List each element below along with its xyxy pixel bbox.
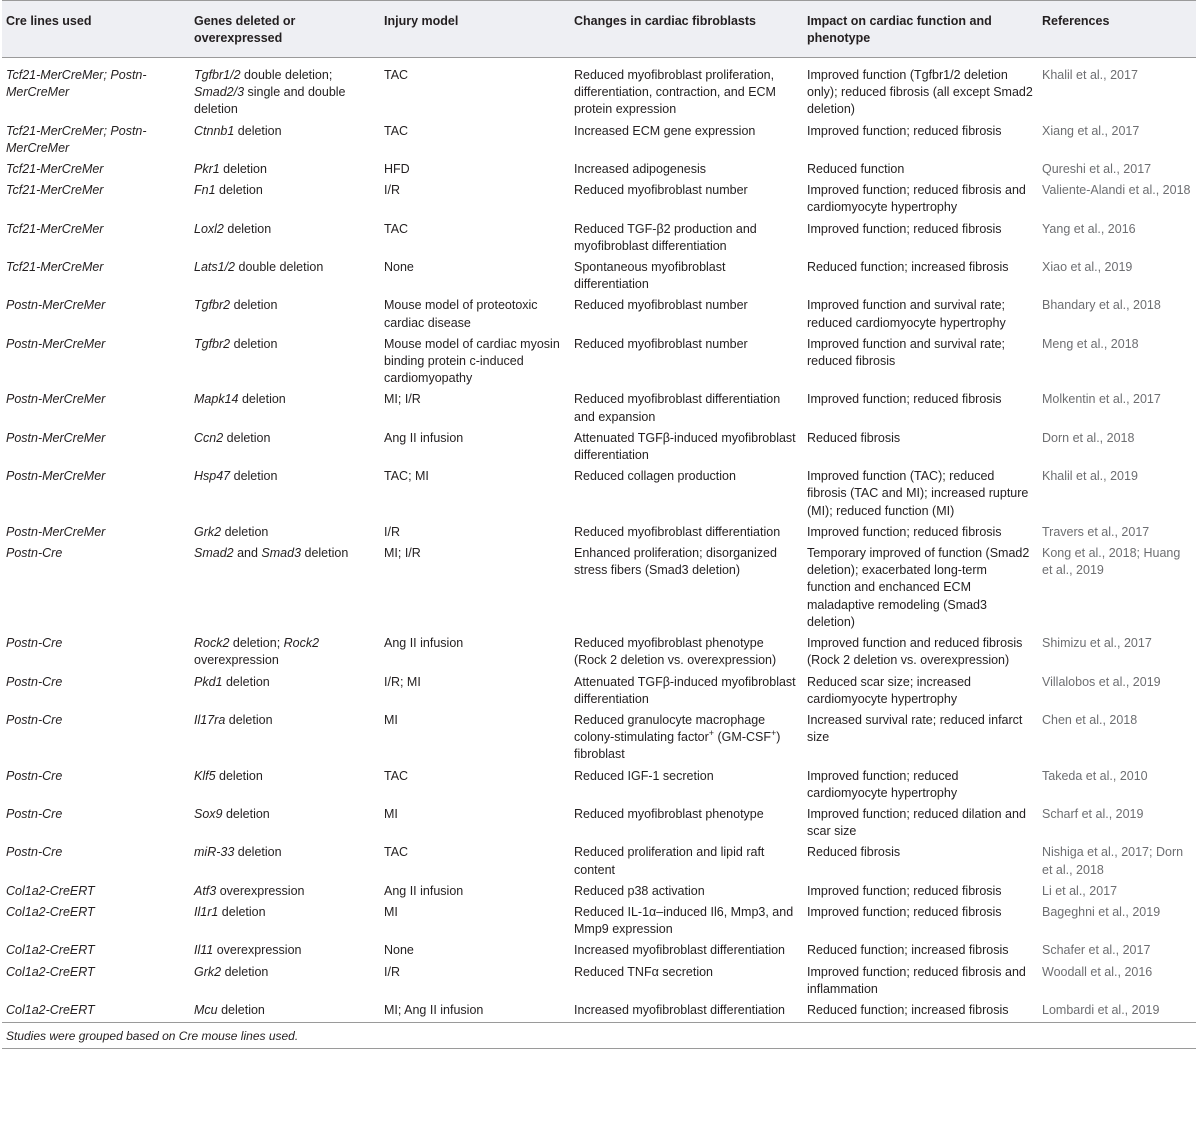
- cell-changes: Reduced p38 activation: [574, 883, 705, 898]
- cell-genes: Mapk14 deletion: [194, 392, 286, 407]
- cell-reference: Molkentin et al., 2017: [1042, 392, 1161, 407]
- cell-impact: Increased survival rate; reduced infarct size: [807, 712, 1023, 745]
- cell-injury-model: I/R: [384, 964, 400, 979]
- cell-changes: Reduced myofibroblast differentiation: [574, 524, 781, 539]
- cell-genes: Tgfbr2 deletion: [194, 336, 278, 351]
- cell-impact: Improved function; reduced fibrosis and inflammation: [807, 964, 1026, 996]
- cell-cre-line: Postn-Cre: [6, 636, 63, 651]
- table-row: [2, 633, 1196, 671]
- cell-reference: Schafer et al., 2017: [1042, 943, 1151, 958]
- table-footnote: Studies were grouped based on Cre mouse lines used.: [6, 1029, 299, 1044]
- cell-impact: Temporary improved of function (Smad2 deletion); exacerbated long-term function and enchanced ECM maladaptive remodeling (Smad3 deletion): [807, 546, 1030, 629]
- cell-cre-line: Postn-MerCreMer: [6, 469, 106, 484]
- cell-reference: Shimizu et al., 2017: [1042, 636, 1152, 651]
- cell-changes: Reduced myofibroblast number: [574, 336, 748, 351]
- cell-impact: Improved function (TAC); reduced fibrosis (TAC and MI); increased rupture (MI); reduced function (MI): [807, 469, 1029, 518]
- cell-cre-line: Postn-MerCreMer: [6, 430, 106, 445]
- cell-genes: Il11 overexpression: [194, 943, 302, 958]
- cell-genes: Rock2 deletion; Rock2 overexpression: [194, 636, 320, 668]
- cell-injury-model: MI: [384, 904, 398, 919]
- table-row: [2, 710, 1196, 766]
- table-row: [2, 543, 1196, 633]
- cell-impact: Reduced fibrosis: [807, 430, 901, 445]
- cell-changes: Enhanced proliferation; disorganized stress fibers (Smad3 deletion): [574, 546, 777, 578]
- header-genes: Genes deleted or overexpressed: [190, 1, 380, 58]
- table-row: [2, 766, 1196, 804]
- cell-impact: Reduced function: [807, 162, 905, 177]
- cell-reference: Meng et al., 2018: [1042, 336, 1139, 351]
- cell-cre-line: Postn-MerCreMer: [6, 298, 106, 313]
- table-row: [2, 219, 1196, 257]
- cell-changes: Reduced myofibroblast number: [574, 183, 748, 198]
- cell-changes: Reduced myofibroblast differentiation and expansion: [574, 392, 781, 424]
- cell-changes: Increased myofibroblast differentiation: [574, 943, 785, 958]
- cell-injury-model: I/R: [384, 524, 400, 539]
- cell-reference: Takeda et al., 2010: [1042, 768, 1148, 783]
- cell-reference: Travers et al., 2017: [1042, 524, 1150, 539]
- cell-reference: Khalil et al., 2019: [1042, 469, 1138, 484]
- cell-injury-model: TAC: [384, 68, 409, 82]
- cell-cre-line: Tcf21-MerCreMer: [6, 221, 104, 236]
- cell-impact: Improved function; reduced fibrosis: [807, 221, 1002, 236]
- cell-cre-line: Postn-Cre: [6, 845, 63, 860]
- cell-changes: Increased myofibroblast differentiation: [570, 1000, 803, 1023]
- cell-injury-model: I/R: [384, 183, 400, 198]
- cell-genes: miR-33 deletion: [194, 845, 282, 860]
- cell-impact: Reduced function; increased fibrosis: [803, 1000, 1038, 1023]
- cell-changes: Reduced myofibroblast phenotype: [574, 806, 764, 821]
- cell-impact: Improved function; reduced dilation and scar size: [807, 806, 1026, 839]
- cell-reference: Li et al., 2017: [1042, 883, 1118, 898]
- cell-cre-line: Col1a2-CreERT: [6, 964, 95, 979]
- cell-reference: Xiao et al., 2019: [1042, 260, 1133, 275]
- cell-cre-line: Postn-MerCreMer: [6, 524, 106, 539]
- cell-cre-line: Col1a2-CreERT: [6, 943, 95, 958]
- cell-injury-model: MI: [384, 806, 398, 821]
- cell-cre-line: Postn-Cre: [6, 768, 63, 783]
- cell-injury-model: HFD: [384, 162, 410, 177]
- cell-injury-model: MI; I/R: [384, 392, 421, 407]
- cell-injury-model: TAC: [384, 845, 409, 860]
- cell-changes: Reduced proliferation and lipid raft content: [574, 845, 765, 877]
- cell-changes: Reduced TGF-β2 production and myofibroblast differentiation: [574, 221, 757, 253]
- table-row: [2, 962, 1196, 1000]
- cell-genes: Tgfbr2 deletion: [194, 298, 278, 313]
- cell-cre-line: Col1a2-CreERT: [6, 904, 95, 919]
- footer-divider: [2, 1048, 1196, 1049]
- table-row: [2, 804, 1196, 842]
- cell-impact: Reduced function; increased fibrosis: [807, 943, 1009, 958]
- cell-genes: Mcu deletion: [190, 1000, 380, 1023]
- cell-impact: Improved function; reduced fibrosis: [807, 883, 1002, 898]
- cell-reference: Bhandary et al., 2018: [1042, 298, 1161, 313]
- table-row: [2, 334, 1196, 390]
- cell-reference: Dorn et al., 2018: [1042, 430, 1135, 445]
- table-header: [2, 1, 1196, 58]
- cell-impact: Improved function; reduced fibrosis: [807, 524, 1002, 539]
- cell-genes: Grk2 deletion: [194, 964, 269, 979]
- cell-genes: Ccn2 deletion: [194, 430, 271, 445]
- cell-cre-line: Col1a2-CreERT: [2, 1000, 190, 1023]
- cell-injury-model: TAC; MI: [384, 469, 429, 484]
- cell-cre-line: Col1a2-CreERT: [6, 883, 95, 898]
- cell-injury-model: I/R; MI: [384, 674, 421, 689]
- cell-changes: Reduced myofibroblast phenotype (Rock 2 deletion vs. overexpression): [574, 636, 777, 668]
- table-row: [2, 121, 1196, 159]
- cell-changes: Reduced TNFα secretion: [574, 964, 714, 979]
- table-body: [2, 58, 1196, 1023]
- cell-changes: Reduced myofibroblast proliferation, differentiation, contraction, and ECM protein expression: [574, 68, 776, 117]
- cell-impact: Reduced function; increased fibrosis: [807, 260, 1009, 275]
- cell-cre-line: Postn-MerCreMer: [6, 392, 106, 407]
- cell-reference: Bageghni et al., 2019: [1042, 904, 1161, 919]
- cell-genes: Klf5 deletion: [194, 768, 263, 783]
- cell-changes: Reduced collagen production: [574, 469, 736, 484]
- table-row: [2, 940, 1196, 961]
- cell-reference: Qureshi et al., 2017: [1042, 162, 1152, 177]
- cell-impact: Improved function; reduced fibrosis and cardiomyocyte hypertrophy: [807, 183, 1026, 215]
- cell-reference: Lombardi et al., 2019: [1038, 1000, 1196, 1023]
- table-row: [2, 159, 1196, 180]
- cell-injury-model: TAC: [384, 768, 409, 783]
- cell-cre-line: Tcf21-MerCreMer: [6, 183, 104, 198]
- table-row: [2, 881, 1196, 902]
- cell-changes: Reduced IL-1α–induced Il6, Mmp3, and Mmp9 expression: [574, 904, 794, 937]
- cell-genes: Sox9 deletion: [194, 806, 270, 821]
- table-row: [2, 180, 1196, 218]
- cell-injury-model: None: [384, 943, 414, 958]
- cell-reference: Woodall et al., 2016: [1042, 964, 1153, 979]
- cell-injury-model: MI; Ang II infusion: [380, 1000, 570, 1023]
- table-row: [2, 902, 1196, 940]
- cell-cre-line: Postn-Cre: [6, 546, 63, 561]
- table-row: [2, 389, 1196, 427]
- cell-genes: Loxl2 deletion: [194, 221, 272, 236]
- cell-injury-model: Mouse model of proteotoxic cardiac disease: [384, 298, 538, 330]
- cell-genes: Lats1/2 double deletion: [194, 260, 324, 275]
- cell-cre-line: Postn-Cre: [6, 674, 63, 689]
- header-impact: Impact on cardiac function and phenotype: [803, 1, 1038, 58]
- cell-impact: Reduced fibrosis: [807, 845, 901, 860]
- cell-impact: Improved function and reduced fibrosis (Rock 2 deletion vs. overexpression): [807, 636, 1023, 668]
- cell-injury-model: MI; I/R: [384, 546, 421, 561]
- cell-changes: Increased adipogenesis: [574, 162, 707, 177]
- cell-changes: Attenuated TGFβ-induced myofibroblast differentiation: [574, 430, 796, 463]
- cell-cre-line: Postn-MerCreMer: [6, 336, 106, 351]
- header-injury-model: Injury model: [380, 1, 570, 58]
- cell-reference: Valiente-Alandi et al., 2018: [1042, 183, 1191, 198]
- cell-genes: Pkd1 deletion: [194, 674, 270, 689]
- table-row: [2, 522, 1196, 543]
- cell-impact: Improved function; reduced fibrosis: [807, 123, 1002, 138]
- header-changes: Changes in cardiac fibroblasts: [570, 1, 803, 58]
- table-row: [2, 1000, 1196, 1023]
- cell-injury-model: Ang II infusion: [384, 636, 464, 651]
- cell-reference: Scharf et al., 2019: [1042, 806, 1144, 821]
- cell-reference: Kong et al., 2018; Huang et al., 2019: [1042, 546, 1181, 578]
- table-row: [2, 672, 1196, 710]
- cell-genes: Il1r1 deletion: [194, 904, 266, 919]
- cell-reference: Chen et al., 2018: [1042, 712, 1138, 727]
- cell-injury-model: MI: [384, 712, 398, 727]
- cell-genes: Fn1 deletion: [194, 183, 263, 198]
- table-row: [2, 295, 1196, 333]
- cell-impact: Improved function and survival rate; reduced cardiomyocyte hypertrophy: [807, 298, 1006, 330]
- cell-cre-line: Postn-Cre: [6, 712, 63, 727]
- cell-cre-line: Postn-Cre: [6, 806, 63, 821]
- header-references: References: [1038, 1, 1196, 58]
- cell-injury-model: TAC: [384, 221, 409, 236]
- table-row: [2, 257, 1196, 295]
- table-row: [2, 58, 1196, 121]
- cell-reference: Yang et al., 2016: [1042, 221, 1136, 236]
- cell-injury-model: None: [384, 260, 414, 275]
- cell-genes: Pkr1 deletion: [194, 162, 267, 177]
- cell-cre-line: Tcf21-MerCreMer: [6, 260, 104, 275]
- cell-genes: Ctnnb1 deletion: [194, 123, 282, 138]
- cell-changes: Reduced myofibroblast number: [574, 298, 748, 313]
- table-row: [2, 842, 1196, 880]
- cell-injury-model: Ang II infusion: [384, 430, 464, 445]
- cell-changes: Reduced IGF-1 secretion: [574, 768, 714, 783]
- fibroblast-studies-table: [2, 0, 1196, 1023]
- cell-changes: Attenuated TGFβ-induced myofibroblast differentiation: [574, 674, 796, 706]
- cell-injury-model: Ang II infusion: [384, 883, 464, 898]
- cell-injury-model: Mouse model of cardiac myosin binding protein c-induced cardiomyopathy: [384, 336, 560, 386]
- cell-injury-model: TAC: [384, 123, 409, 138]
- cell-cre-line: Tcf21-MerCreMer: [6, 162, 104, 177]
- cell-genes: Il17ra deletion: [194, 712, 273, 727]
- cell-cre-line: Tcf21-MerCreMer; Postn-MerCreMer: [6, 68, 147, 100]
- cell-changes: Increased ECM gene expression: [574, 123, 756, 138]
- cell-changes: Spontaneous myofibroblast differentiation: [574, 260, 726, 292]
- cell-reference: Villalobos et al., 2019: [1042, 674, 1161, 689]
- cell-reference: Xiang et al., 2017: [1042, 123, 1140, 138]
- cell-reference: Nishiga et al., 2017; Dorn et al., 2018: [1042, 845, 1184, 877]
- cell-impact: Improved function; reduced fibrosis: [807, 904, 1002, 919]
- header-row: [2, 1, 1196, 58]
- cell-impact: Improved function; reduced fibrosis: [807, 392, 1002, 407]
- cell-reference: Khalil et al., 2017: [1042, 68, 1138, 82]
- cell-impact: Reduced scar size; increased cardiomyocyte hypertrophy: [807, 674, 971, 706]
- cell-genes: Grk2 deletion: [194, 524, 269, 539]
- cell-genes: Tgfbr1/2 double deletion; Smad2/3 single and double deletion: [194, 68, 346, 117]
- cell-genes: Atf3 overexpression: [194, 883, 305, 898]
- cell-genes: Smad2 and Smad3 deletion: [194, 546, 349, 561]
- table-row: [2, 428, 1196, 466]
- cell-cre-line: Tcf21-MerCreMer; Postn-MerCreMer: [6, 123, 147, 155]
- header-cre-lines: Cre lines used: [2, 1, 190, 58]
- cell-changes: Reduced granulocyte macrophage colony-stimulating factor+ (GM-CSF+) fibroblast: [574, 712, 781, 762]
- cell-genes: Hsp47 deletion: [194, 469, 278, 484]
- cell-impact: Improved function; reduced cardiomyocyte hypertrophy: [807, 768, 959, 800]
- cell-impact: Improved function and survival rate; reduced fibrosis: [807, 336, 1006, 369]
- table-row: [2, 466, 1196, 522]
- cell-impact: Improved function (Tgfbr1/2 deletion only); reduced fibrosis (all except Smad2 deletion): [807, 68, 1033, 117]
